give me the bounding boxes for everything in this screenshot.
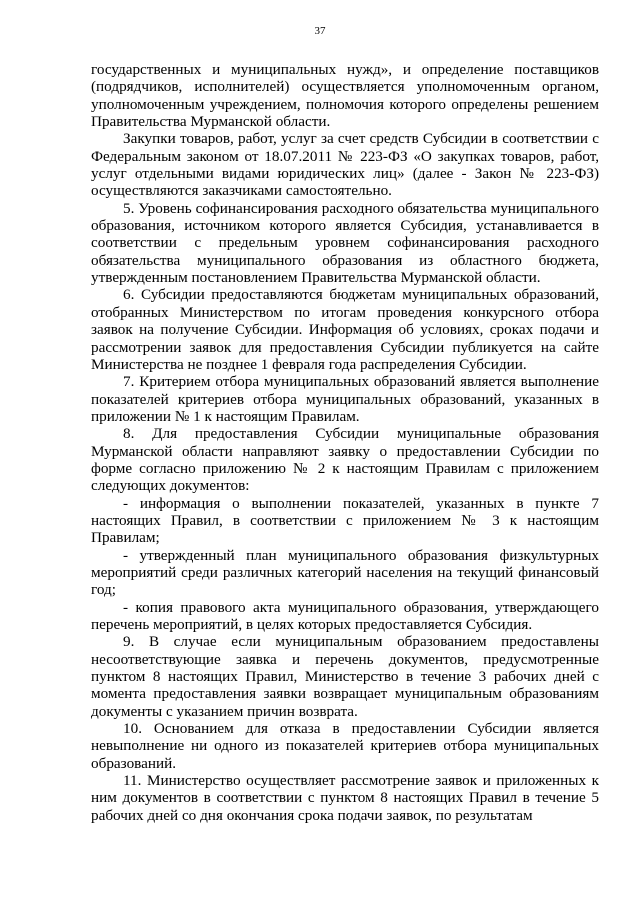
paragraph-item-9: 9. В случае если муниципальным образованием предоставлены несоответствующие заявка и перечень документов, предусмотренные пунктом 8 настоящих Правил, Министерство в течение 3 рабочих дней с момента предоставления заявки возвращает муниципальным образованиям документы с указанием причин возврата.	[91, 633, 599, 720]
paragraph-item-11: 11. Министерство осуществляет рассмотрение заявок и приложенных к ним документов в соответствии с пунктом 8 настоящих Правил в течение 5 рабочих дней со дня окончания срока подачи заявок, по результатам	[91, 772, 599, 824]
document-body	[91, 61, 599, 824]
paragraph-item-10: 10. Основанием для отказа в предоставлении Субсидии является невыполнение ни одного из показателей критериев отбора муниципальных образований.	[91, 720, 599, 772]
page-number: 37	[314, 25, 326, 37]
list-item-legal-act-copy: - копия правового акта муниципального образования, утверждающего перечень мероприятий, в целях которых предоставляется Субсидия.	[91, 598, 599, 633]
paragraph-item-6: 6. Субсидии предоставляются бюджетам муниципальных образований, отобранных Министерством по итогам проведения конкурсного отбора заявок на получение Субсидии. Информация об условиях, сроках подачи и рассмотрении заявок для предоставления Субсидии публикуется на сайте Министерства не позднее 1 февраля года распределения Субсидии.	[91, 286, 599, 373]
paragraph-item-7: 7. Критерием отбора муниципальных образований является выполнение показателей критериев отбора муниципальных образований, указанных в приложении № 1 к настоящим Правилам.	[91, 373, 599, 425]
paragraph-procurement-223fz: Закупки товаров, работ, услуг за счет средств Субсидии в соответствии с Федеральным законом от 18.07.2011 № 223-ФЗ «О закупках товаров, работ, услуг отдельными видами юридических лиц» (далее - Закон № 223-ФЗ) осуществляются заказчиками самостоятельно.	[91, 130, 599, 200]
list-item-indicators-info: - информация о выполнении показателей, указанных в пункте 7 настоящих Правил, в соответствии с приложением № 3 к настоящим Правилам;	[91, 494, 599, 547]
paragraph-item-8: 8. Для предоставления Субсидии муниципальные образования Мурманской области направляют заявку о предоставлении Субсидии по форме согласно приложению № 2 к настоящим Правилам с приложением следующих документов:	[91, 425, 599, 495]
list-item-events-plan: - утвержденный план муниципального образования физкультурных мероприятий среди различных категорий населения на текущий финансовый год;	[91, 546, 599, 599]
paragraph-item-5: 5. Уровень софинансирования расходного обязательства муниципального образования, источником которого является Субсидия, устанавливается в соответствии с предельным уровнем софинансирования расходного обязательства муниципального образования из областного бюджета, утвержденным постановлением Правительства Мурманской области.	[91, 199, 599, 287]
paragraph-continuation: государственных и муниципальных нужд», и определение поставщиков (подрядчиков, исполнителей) осуществляется уполномоченным органом, уполномоченным учреждением, полномочия которого определены решением Правительства Мурманской области.	[91, 61, 599, 131]
